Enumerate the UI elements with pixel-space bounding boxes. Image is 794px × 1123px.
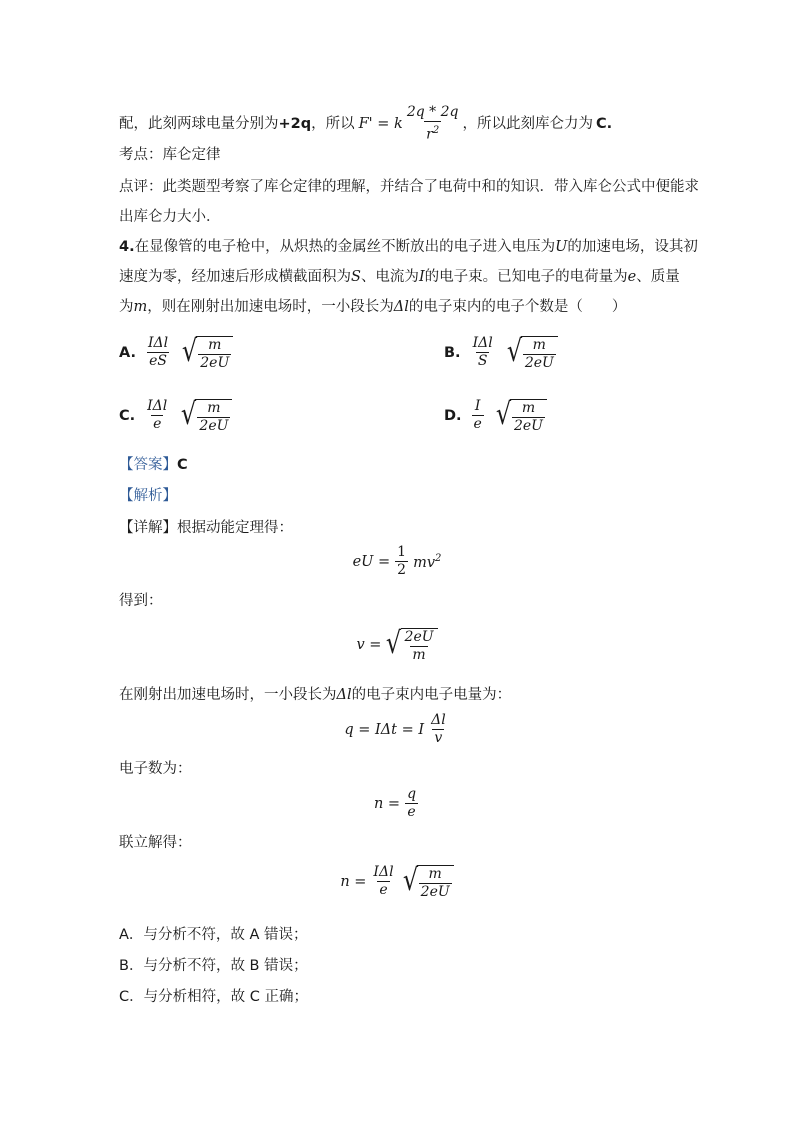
coulomb-den-sup: 2 [432,125,440,136]
option-b-rnum: m [532,337,546,353]
lianli-line: 联立解得： [119,835,192,851]
eq2-lhs: v = [356,636,382,653]
xiangjie-line [119,517,293,539]
option-d-fraction [472,398,484,433]
q4-var-dl: Δl [393,299,409,315]
eq5-den: e [379,882,388,898]
xiangjie-tag: 【详解】 [119,520,177,536]
kaodian-line: 考点：库仑定律 [119,147,221,163]
option-a-den: eS [149,353,167,369]
charge-var: Δl [336,687,352,703]
option-b-num: IΔl [472,335,493,351]
eq4-fraction [405,786,418,821]
coulomb-numerator: 2q * 2q [406,104,459,120]
dianping-line-2: 出库仑力大小． [119,209,221,225]
q4-text-2-mid: 、电流为 [360,269,419,285]
coulomb-denominator [424,121,441,144]
dedao-line: 得到： [119,593,163,609]
coulomb-fraction [405,104,461,144]
intro-end: . [606,115,613,132]
question-4-line-2 [119,266,680,288]
eq5-rnum: m [428,866,442,882]
option-c[interactable] [119,396,232,435]
charge-text-2: 的电子束内电子电量为： [351,687,512,703]
jiexi-tag: 【解析】 [119,488,177,504]
intro-mid-text: ，所以 [311,115,355,132]
intro-answer: C [595,115,607,132]
eq5-fraction [371,864,395,899]
formula-lhs: F' = k [358,115,403,132]
option-a-fraction [146,335,170,370]
coulomb-den-r: r [426,126,433,143]
eq1-num: 1 [397,544,407,560]
q4-text-3-end: 的电子束内的电子个数是（ ） [408,299,627,315]
q4-var-u: U [555,239,568,255]
eq5-lhs: n = [340,873,367,890]
eq1-rhs-text: mv [413,554,436,571]
eq2-rden: m [412,647,426,663]
q4-text-3-mid: ，则在刚射出加速电场时，一小段长为 [147,299,394,315]
eq4-den: e [407,804,416,820]
option-a-num: IΔl [148,335,169,351]
intro-text: 配，此刻两球电量分别为 [119,115,279,132]
q4-var-s: S [351,269,361,285]
question-number: 4. [119,239,135,255]
dianzishu-line: 电子数为： [119,761,192,777]
option-c-rnum: m [207,400,221,416]
option-b-rden: 2eU [524,355,554,371]
option-c-den: e [153,416,162,432]
option-b-label: B. [444,344,461,361]
q4-text-2: 速度为零，经加速后形成横截面积为 [119,269,351,285]
option-a-rnum: m [208,337,222,353]
charge-text-1: 在刚射出加速电场时，一小段长为 [119,687,337,703]
equation-velocity [0,625,794,664]
question-4-line-1 [119,236,698,258]
xiangjie-text: 根据动能定理得： [177,520,293,536]
eq3-lhs: q = IΔt = I [344,721,425,738]
option-c-rden: 2eU [199,418,229,434]
q4-text-2-tail: 、质量 [636,269,680,285]
option-d-rden: 2eU [513,418,543,434]
eq1-den: 2 [397,562,407,578]
option-a-rden: 2eU [200,355,230,371]
eq1-fraction [395,544,408,579]
conclusion-c: C．与分析相符，故 C 正确； [119,989,308,1005]
equation-result [0,862,794,901]
option-d-label: D. [444,407,462,424]
answer-value: C [177,457,188,473]
option-b[interactable] [444,333,558,372]
eq2-sqrt: √ $\frac{2eU}{m}$ [384,625,437,664]
eq3-num: Δl [431,712,446,728]
eq1-sup: 2 [435,552,442,564]
eq3-fraction [429,712,448,747]
option-b-fraction [471,335,495,370]
q4-var-i: I [418,269,425,285]
q4-var-m: m [133,299,148,315]
option-b-den: S [477,353,488,369]
option-d[interactable] [444,396,547,435]
q4-text-2-end: 的电子束。已知电子的电荷量为 [424,269,628,285]
option-d-num: I [474,398,481,414]
option-c-num: IΔl [147,398,168,414]
intro-line [119,104,612,144]
eq5-rden: 2eU [420,884,450,900]
eq4-lhs: n = [373,795,401,812]
eq2-rnum: 2eU [404,629,434,645]
option-b-sqrt: √ $\frac{m}{2eU}$ [505,333,558,372]
answer-tag: 【答案】 [119,457,177,473]
equation-charge [0,712,794,747]
option-a[interactable] [119,333,233,372]
option-c-sqrt: √ $\frac{m}{2eU}$ [179,396,232,435]
q4-text-1-end: 的加速电场，设其初 [567,239,698,255]
option-a-sqrt: √ $\frac{m}{2eU}$ [180,333,233,372]
eq5-sqrt: √ $\frac{m}{2eU}$ [401,862,454,901]
option-d-den: e [473,416,482,432]
q4-text-1: 在显像管的电子枪中，从炽热的金属丝不断放出的电子进入电压为 [134,239,556,255]
option-a-label: A. [119,344,136,361]
conclusion-a: A．与分析不符，故 A 错误； [119,927,308,943]
q4-var-e: e [627,269,637,285]
charge-value: +2q [278,115,312,132]
q4-text-3: 为 [119,299,134,315]
eq3-den: v [434,730,443,746]
conclusion-b: B．与分析不符，故 B 错误； [119,958,308,974]
option-d-sqrt: √ $\frac{m}{2eU}$ [494,396,547,435]
equation-kinetic-energy [0,544,794,579]
option-c-label: C. [119,407,136,424]
eq4-num: q [407,786,417,802]
charge-line [119,684,511,706]
eq1-lhs: eU = [352,553,391,570]
equation-electron-count [0,786,794,821]
question-4-line-3 [119,296,626,318]
eq5-num: IΔl [373,864,394,880]
answer-line [119,454,188,476]
eq1-rhs [413,553,441,571]
option-c-fraction [145,398,169,433]
option-d-rnum: m [521,400,536,416]
intro-suffix: ，所以此刻库仑力为 [462,115,593,132]
dianping-line-1: 点评：此类题型考察了库仑定律的理解，并结合了电荷中和的知识．带入库仑公式中便能求 [119,179,699,195]
